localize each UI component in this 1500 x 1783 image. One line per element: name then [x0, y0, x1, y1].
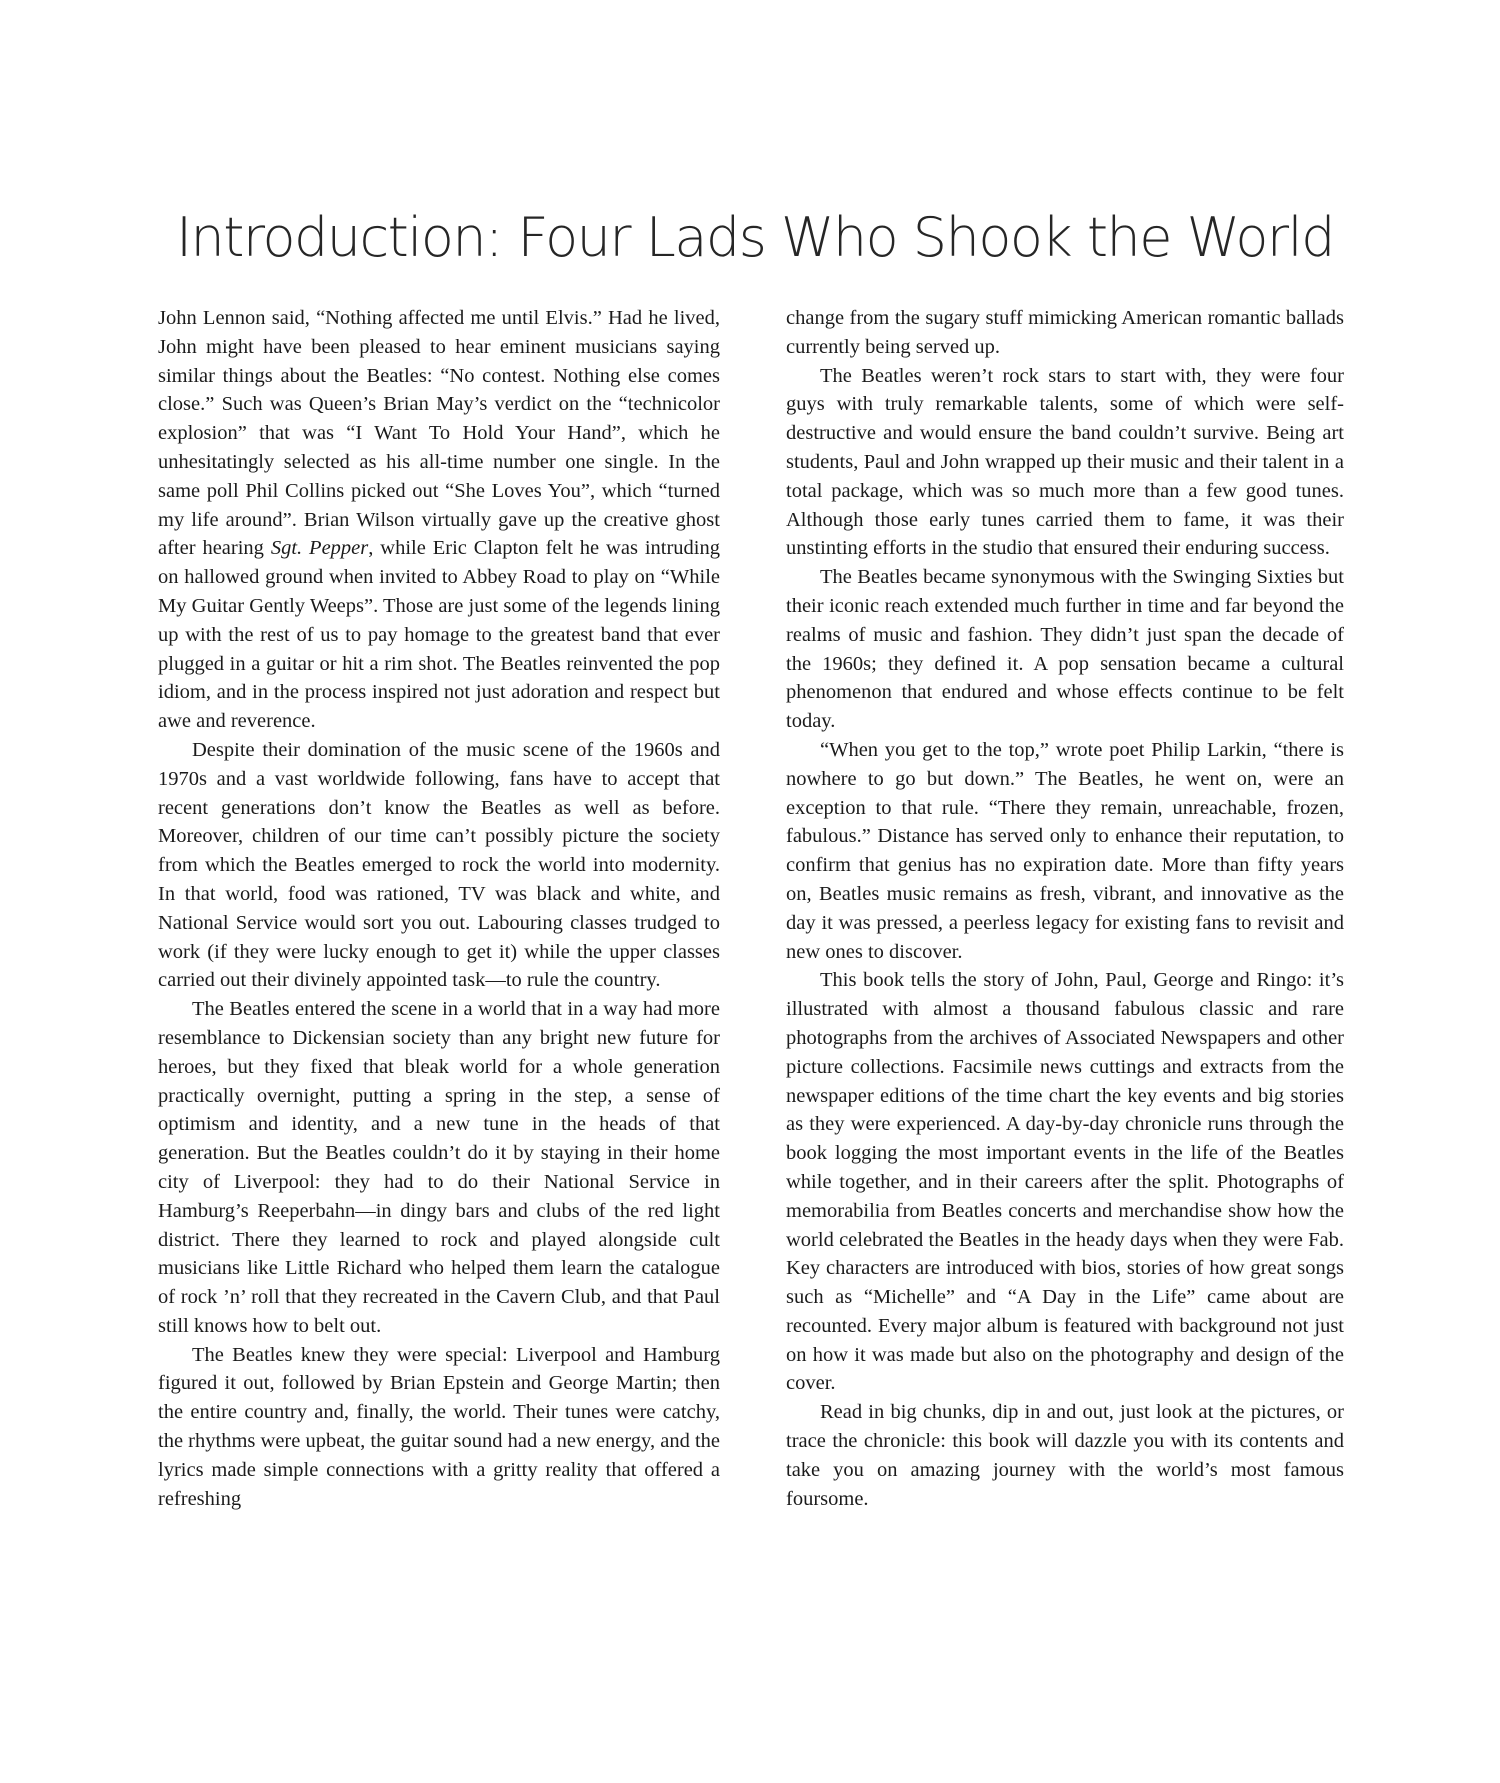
paragraph: The Beatles knew they were special: Liverpool and Hamburg figured it out, followed by Brian Epstein and George Martin; then the entire country and, finally, the world. Their tunes were catchy, the rhythms were upbeat, the guitar sound had a new energy, and the lyrics made simple connections with a gritty reality that offered a refreshing: [158, 1343, 720, 1510]
album-title: Sgt. Pepper: [270, 537, 369, 560]
paragraph: Read in big chunks, dip in and out, just look at the pictures, or trace the chronicle: this book will dazzle you with its contents and take you on amazing journey with the world’s most famous foursome.: [786, 1401, 1344, 1510]
paragraph: This book tells the story of John, Paul, George and Ringo: it’s illustrated with almost a thousand fabulous classic and rare photographs from the archives of Associated Newspapers and other picture collections. Facsimile news cuttings and extracts from the newspaper editions of the time chart the key events and big stories as they were experienced. A day-by-day chronicle runs through the book logging the most important events in the life of the Beatles while together, and in their careers after the split. Photographs of memorabilia from Beatles concerts and merchandise show how the world celebrated the Beatles in the heady days when they were Fab. Key characters are introduced with bios, stories of how great songs such as “Michelle” and “A Day in the Life” came about are recounted. Every major album is featured with background not just on how it was made but also on the photography and design of the cover.: [786, 969, 1344, 1395]
paragraph: The Beatles weren’t rock stars to start with, they were four guys with truly remarkable talents, some of which were self-destructive and would ensure the band couldn’t survive. Being art students, Paul and John wrapped up their music and their talent in a total package, which was so much more than a few good tunes. Although those early tunes carried them to fame, it was their unstinting efforts in the studio that ensured their enduring success.: [786, 364, 1344, 560]
paragraph-text: , while Eric Clapton felt he was intruding on hallowed ground when invited to Abbey Road to play on “While My Guitar Gently Weeps”. Those are just some of the legends lining up with the rest of us to pay homage to the greatest band that ever plugged in a guitar or hit a rim shot. The Beatles reinvented the pop idiom, and in the process inspired not just adoration and respect but awe and reverence.: [158, 537, 720, 733]
paragraph: The Beatles entered the scene in a world that in a way had more resemblance to Dickensian society than any bright new future for heroes, but they fixed that bleak world for a whole generation practically overnight, putting a spring in the step, a sense of optimism and identity, and a new tune in the heads of that generation. But the Beatles couldn’t do it by staying in their home city of Liverpool: they had to do their National Service in Hamburg’s Reeperbahn—in dingy bars and clubs of the red light district. There they learned to rock and played alongside cult musicians like Little Richard who helped them learn the catalogue of rock ’n’ roll that they recreated in the Cavern Club, and that Paul still knows how to belt out.: [158, 998, 720, 1337]
page-title: Introduction: Four Lads Who Shook the World: [176, 206, 1334, 269]
paragraph: [158, 304, 720, 736]
left-text-column: [158, 304, 720, 1513]
paragraph: “When you get to the top,” wrote poet Philip Larkin, “there is nowhere to go but down.” The Beatles, he went on, were an exception to that rule. “There they remain, unreachable, frozen, fabulous.” Distance has served only to enhance their reputation, to confirm that genius has no expiration date. More than fifty years on, Beatles music remains as fresh, vibrant, and innovative as the day it was pressed, a peerless legacy for existing fans to revisit and new ones to discover.: [786, 738, 1344, 963]
right-text-column: [786, 304, 1344, 1513]
paragraph-text: John Lennon said, “Nothing affected me until Elvis.” Had he lived, John might have been pleased to hear eminent musicians saying similar things about the Beatles: “No contest. Nothing else comes close.” Such was Queen’s Brian May’s verdict on the “technicolor explosion” that was “I Want To Hold Your Hand”, which he unhesitatingly selected as his all-time number one single. In the same poll Phil Collins picked out “She Loves You”, which “turned my life around”. Brian Wilson virtually gave up the creative ghost after hearing: [158, 307, 720, 560]
paragraph: Despite their domination of the music scene of the 1960s and 1970s and a vast worldwide following, fans have to accept that recent generations don’t know the Beatles as well as before. Moreover, children of our time can’t possibly picture the society from which the Beatles emerged to rock the world into modernity. In that world, food was rationed, TV was black and white, and National Service would sort you out. Labouring classes trudged to work (if they were lucky enough to get it) while the upper classes carried out their divinely appointed task—to rule the country.: [158, 738, 720, 992]
paragraph: The Beatles became synonymous with the Swinging Sixties but their iconic reach extended much further in time and far beyond the realms of music and fashion. They didn’t just span the decade of the 1960s; they defined it. A pop sensation became a cultural phenomenon that endured and whose effects continue to be felt today.: [786, 566, 1344, 733]
paragraph: change from the sugary stuff mimicking American romantic ballads currently being served up.: [786, 307, 1344, 358]
